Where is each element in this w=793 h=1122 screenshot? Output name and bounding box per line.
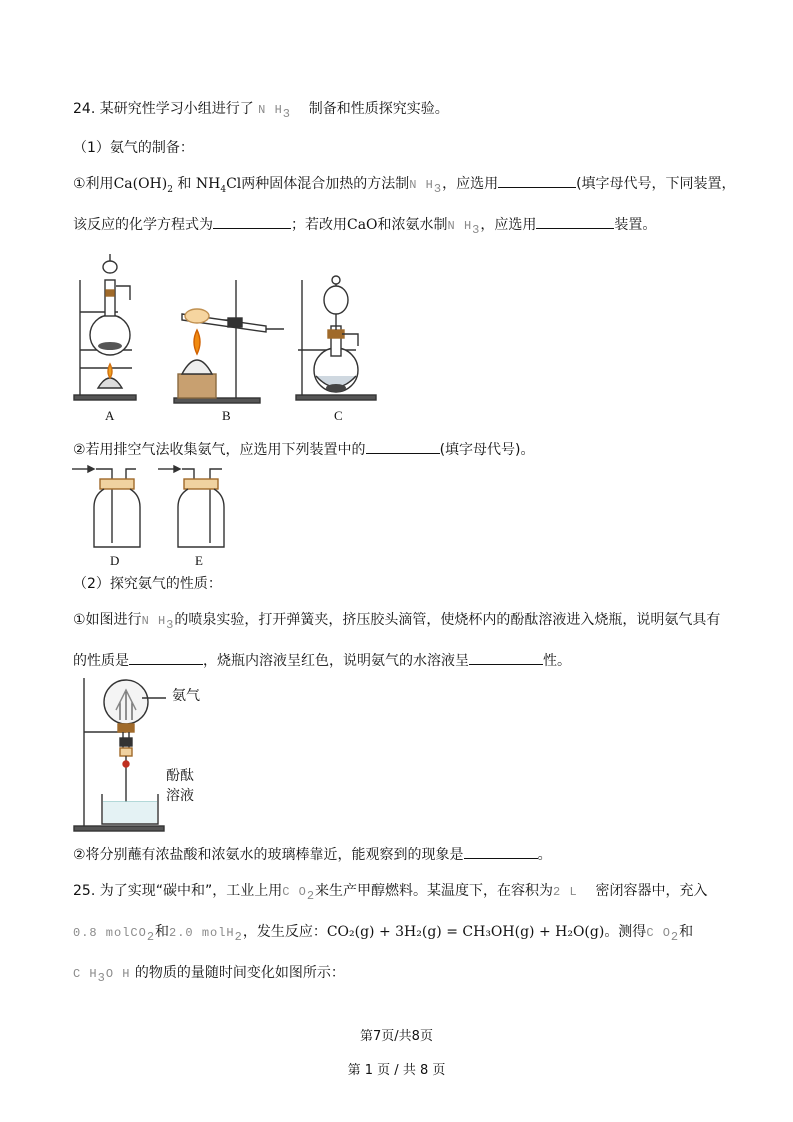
answer-blank-1[interactable] xyxy=(498,173,576,188)
bottles-de-figure xyxy=(70,463,250,551)
answer-blank-4[interactable] xyxy=(366,439,440,454)
label-bottle-e: E xyxy=(195,553,203,568)
label-phenolphthalein-2: 溶液 xyxy=(166,788,194,804)
answer-blank-3[interactable] xyxy=(536,214,614,229)
q25-line3: C $H_3O$ H 的物质的量随时间变化如图所示： xyxy=(73,965,345,985)
label-phenolphthalein-1: 酚酞 xyxy=(166,768,194,784)
q24-part1-heading: （1）氨气的制备： xyxy=(73,140,194,156)
answer-blank-7[interactable] xyxy=(464,844,538,859)
q24-sentence5: 的性质是 ，烧瓶内溶液呈红色，说明氨气的水溶液呈 性。 xyxy=(73,650,571,671)
q25-line2: 0.8 molCO$_2$和2.0 molH$_2$，发生反应：CO₂(g) + 3H₂(g) = CH₃OH(g) + H₂O(g)。测得C $O_2$和 xyxy=(73,924,694,944)
q24-sentence3: ②若用排空气法收集氨气，应选用下列装置中的 (填字母代号)。 xyxy=(73,439,535,460)
label-apparatus-a: A xyxy=(105,408,115,423)
q24-sentence6: ②将分别蘸有浓盐酸和浓氨水的玻璃棒靠近，能观察到的现象是 。 xyxy=(73,844,552,865)
q24-sentence4: ①如图进行N $H_3$的喷泉实验，打开弹簧夹，挤压胶头滴管，使烧杯内的酚酞溶液进入烧瓶，说明氨气具有 xyxy=(73,612,721,632)
label-bottle-d: D xyxy=(110,553,120,568)
q25-line1: 25. 为了实现“碳中和”，工业上用C $O_2$来生产甲醇燃料。某温度下，在容积为2 L 密闭容器中，充入 xyxy=(73,883,708,903)
q24-sentence2: 该反应的化学方程式为 ；若改用CaO和浓氨水制N $H_3$，应选用 装置。 xyxy=(73,214,656,240)
apparatus-abc-figure xyxy=(70,250,380,425)
page-footer-outer: 第 1 页 / 共 8 页 xyxy=(347,1063,446,1078)
label-apparatus-c: C xyxy=(334,408,343,423)
q24-part2-heading: （2）探究氨气的性质： xyxy=(73,576,222,592)
reaction-equation: CO₂(g) + 3H₂(g) = CH₃OH(g) + H₂O(g) xyxy=(326,924,605,940)
label-ammonia: 氨气 xyxy=(172,688,200,704)
q24-title: 24. 某研究性学习小组进行了 N $H_3$ 制备和性质探究实验。 xyxy=(73,101,449,121)
answer-blank-2[interactable] xyxy=(213,214,291,229)
q24-sentence1: ①利用$Ca(OH)_2$ 和 $NH_4Cl$两种固体混合加热的方法制N $H_3$，应选用 (填字母代号，下同装置， xyxy=(73,173,736,200)
answer-blank-6[interactable] xyxy=(469,650,543,665)
label-apparatus-b: B xyxy=(222,408,231,423)
page-footer-inner: 第7页/共8页 xyxy=(360,1029,433,1044)
fountain-experiment-figure xyxy=(70,676,230,834)
answer-blank-5[interactable] xyxy=(129,650,203,665)
